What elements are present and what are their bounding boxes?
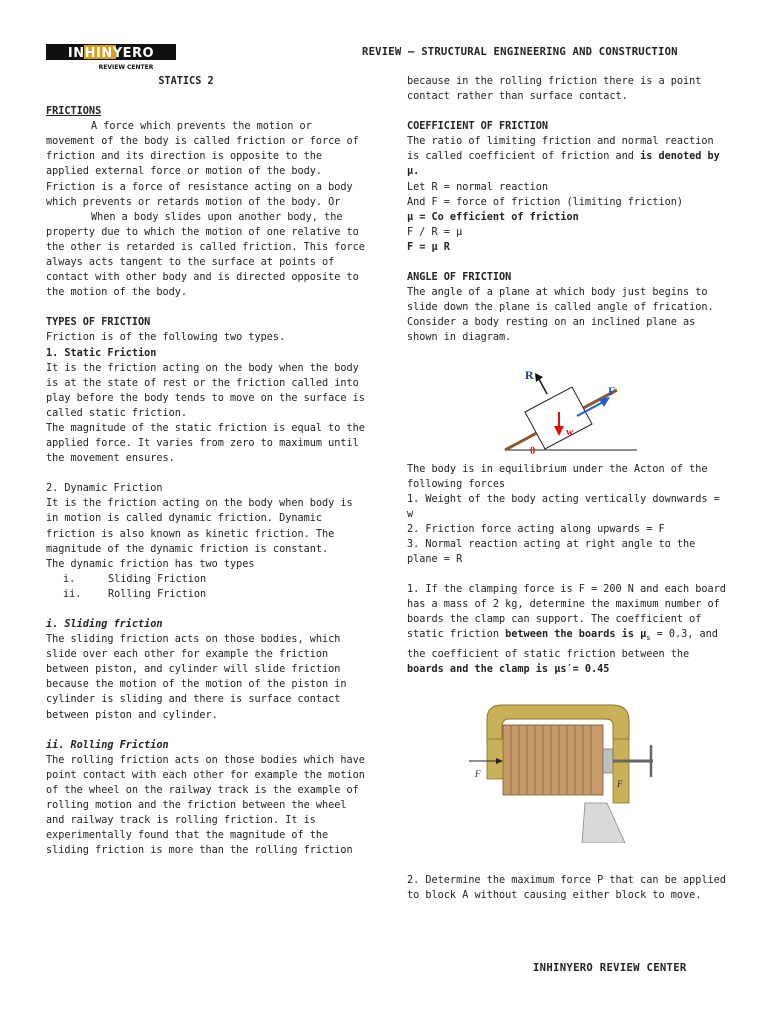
label-f: F: [608, 383, 616, 398]
clamp-left-jaw: [487, 739, 503, 779]
sliding-friction-heading: i. Sliding friction: [46, 619, 163, 630]
logo-sub: REVIEW CENTER: [98, 64, 154, 71]
boards-stack: [503, 725, 603, 795]
equilibrium-item: 2. Friction force acting along upwards = F: [407, 523, 665, 535]
sliding-friction-paragraph: The sliding friction acts on those bodies, which slide over each other for example the friction between piston, and cylinder will slide friction because the motion of the motion of the piston in cylinder is sliding and there is surface contact between piston and cylinder.: [46, 634, 347, 721]
section-heading-types: TYPES OF FRICTION: [46, 317, 151, 329]
equilibrium-intro: The body is in equilibrium under the Acton of the following forces: [407, 463, 708, 490]
coefficient-paragraph: The ratio of limiting friction and normal reaction is called coefficient of friction and is denoted by μ.: [407, 136, 720, 178]
inclined-plane-diagram: [407, 346, 732, 458]
problem-2: 2. Determine the maximum force P that can be applied to block A without causing either block to move.: [407, 874, 726, 901]
label-f-left: F: [475, 768, 481, 779]
dynamic-type-item: ii. Rolling Friction: [63, 588, 207, 600]
continued-paragraph: because in the rolling friction there is a point contact rather than surface contact.: [407, 76, 702, 103]
equation-2: F = μ R: [407, 241, 450, 253]
normal-arrowhead: [535, 373, 543, 382]
inhinyero-logo: [46, 42, 176, 72]
clamp-right-jaw: [613, 739, 629, 803]
right-column: [407, 74, 732, 903]
dynamic-friction-heading: 2. Dynamic Friction: [46, 483, 163, 495]
mu-definition: μ = Co efficient of friction: [407, 211, 579, 223]
dynamic-friction-paragraph-2: The dynamic friction has two types: [46, 558, 255, 570]
dynamic-type-item: i. Sliding Friction: [63, 573, 207, 585]
label-theta: θ: [530, 445, 536, 457]
label-r: R: [525, 367, 534, 382]
equilibrium-item: 1. Weight of the body acting vertically downwards = w: [407, 493, 720, 520]
label-f-right: F: [617, 778, 623, 789]
let-f-line: And F = force of friction (limiting friction): [407, 196, 684, 208]
let-r-line: Let R = normal reaction: [407, 181, 549, 193]
types-intro: Friction is of the following two types.: [46, 332, 286, 344]
logo-brand: INHINYERO: [67, 46, 155, 61]
section-heading-frictions: FRICTIONS: [46, 106, 102, 118]
rolling-friction-paragraph: The rolling friction acts on those bodies which have point contact with each other for example the motion of the wheel on the railway track is the example of rolling motion and the friction between the wheel and railway track is rolling friction. It is experimentally found that the magnitude of the sliding friction is more than the rolling friction: [46, 754, 365, 857]
static-friction-paragraph-2: The magnitude of the static friction is equal to the applied force. It varies from zero to maximum until the movement ensures.: [46, 422, 365, 465]
support-base: [582, 803, 625, 843]
clamp-right-pad: [603, 749, 613, 773]
static-friction-heading: 1. Static Friction: [46, 347, 157, 359]
page-footer: INHINYERO REVIEW CENTER: [533, 962, 687, 974]
normal-arrow: [539, 379, 547, 394]
section-heading-coefficient: COEFFICIENT OF FRICTION: [407, 121, 549, 133]
page-header: REVIEW – STRUCTURAL ENGINEERING AND CONSTRUCTION: [362, 46, 678, 58]
angle-paragraph: The angle of a plane at which body just begins to slide down the plane is called angle of frication. Consider a body resting on an inclined plane as shown in diagram.: [407, 287, 714, 344]
frictions-paragraph-1: A force which prevents the motion or movement of the body is called friction or force of friction and its direction is opposite to the applied external force or motion of the body. Friction is a force of resistance acting on a body which prevents or retards motion of the body. Or: [46, 121, 359, 208]
problem-1: 1. If the clamping force is F = 200 N and each board has a mass of 2 kg, determine the maximum number of boards the clamp can support. The coefficient of static friction between the boards is $\mu_s = 0.3$, and the coefficient of static friction between the boards and the clamp is μs′= 0.45: [407, 584, 726, 675]
label-w: w: [566, 426, 574, 438]
equilibrium-item: 3. Normal reaction acting at right angle to the plane = R: [407, 538, 696, 566]
frictions-paragraph-2: When a body slides upon another body, the property due to which the motion of one relative to the other is retarded is called friction. This force always acts tangent to the surface at points of contact with other body and is directed opposite to the motion of the body.: [46, 211, 365, 299]
dynamic-friction-paragraph-1: It is the friction acting on the body when body is in motion is called dynamic friction. Dynamic friction is also known as kinetic friction. The magnitude of the dynamic friction is constant.: [46, 498, 353, 555]
left-column: [46, 74, 366, 858]
doc-title: STATICS 2: [158, 76, 214, 87]
clamp-diagram: [407, 691, 732, 843]
rolling-friction-heading: ii. Rolling Friction: [46, 739, 169, 751]
static-friction-paragraph-1: It is the friction acting on the body when the body is at the state of rest or the friction called into play before the body tends to move on the surface is called static friction.: [46, 362, 365, 419]
section-heading-angle: ANGLE OF FRICTION: [407, 272, 512, 284]
equation-1: F / R = μ: [407, 226, 463, 238]
